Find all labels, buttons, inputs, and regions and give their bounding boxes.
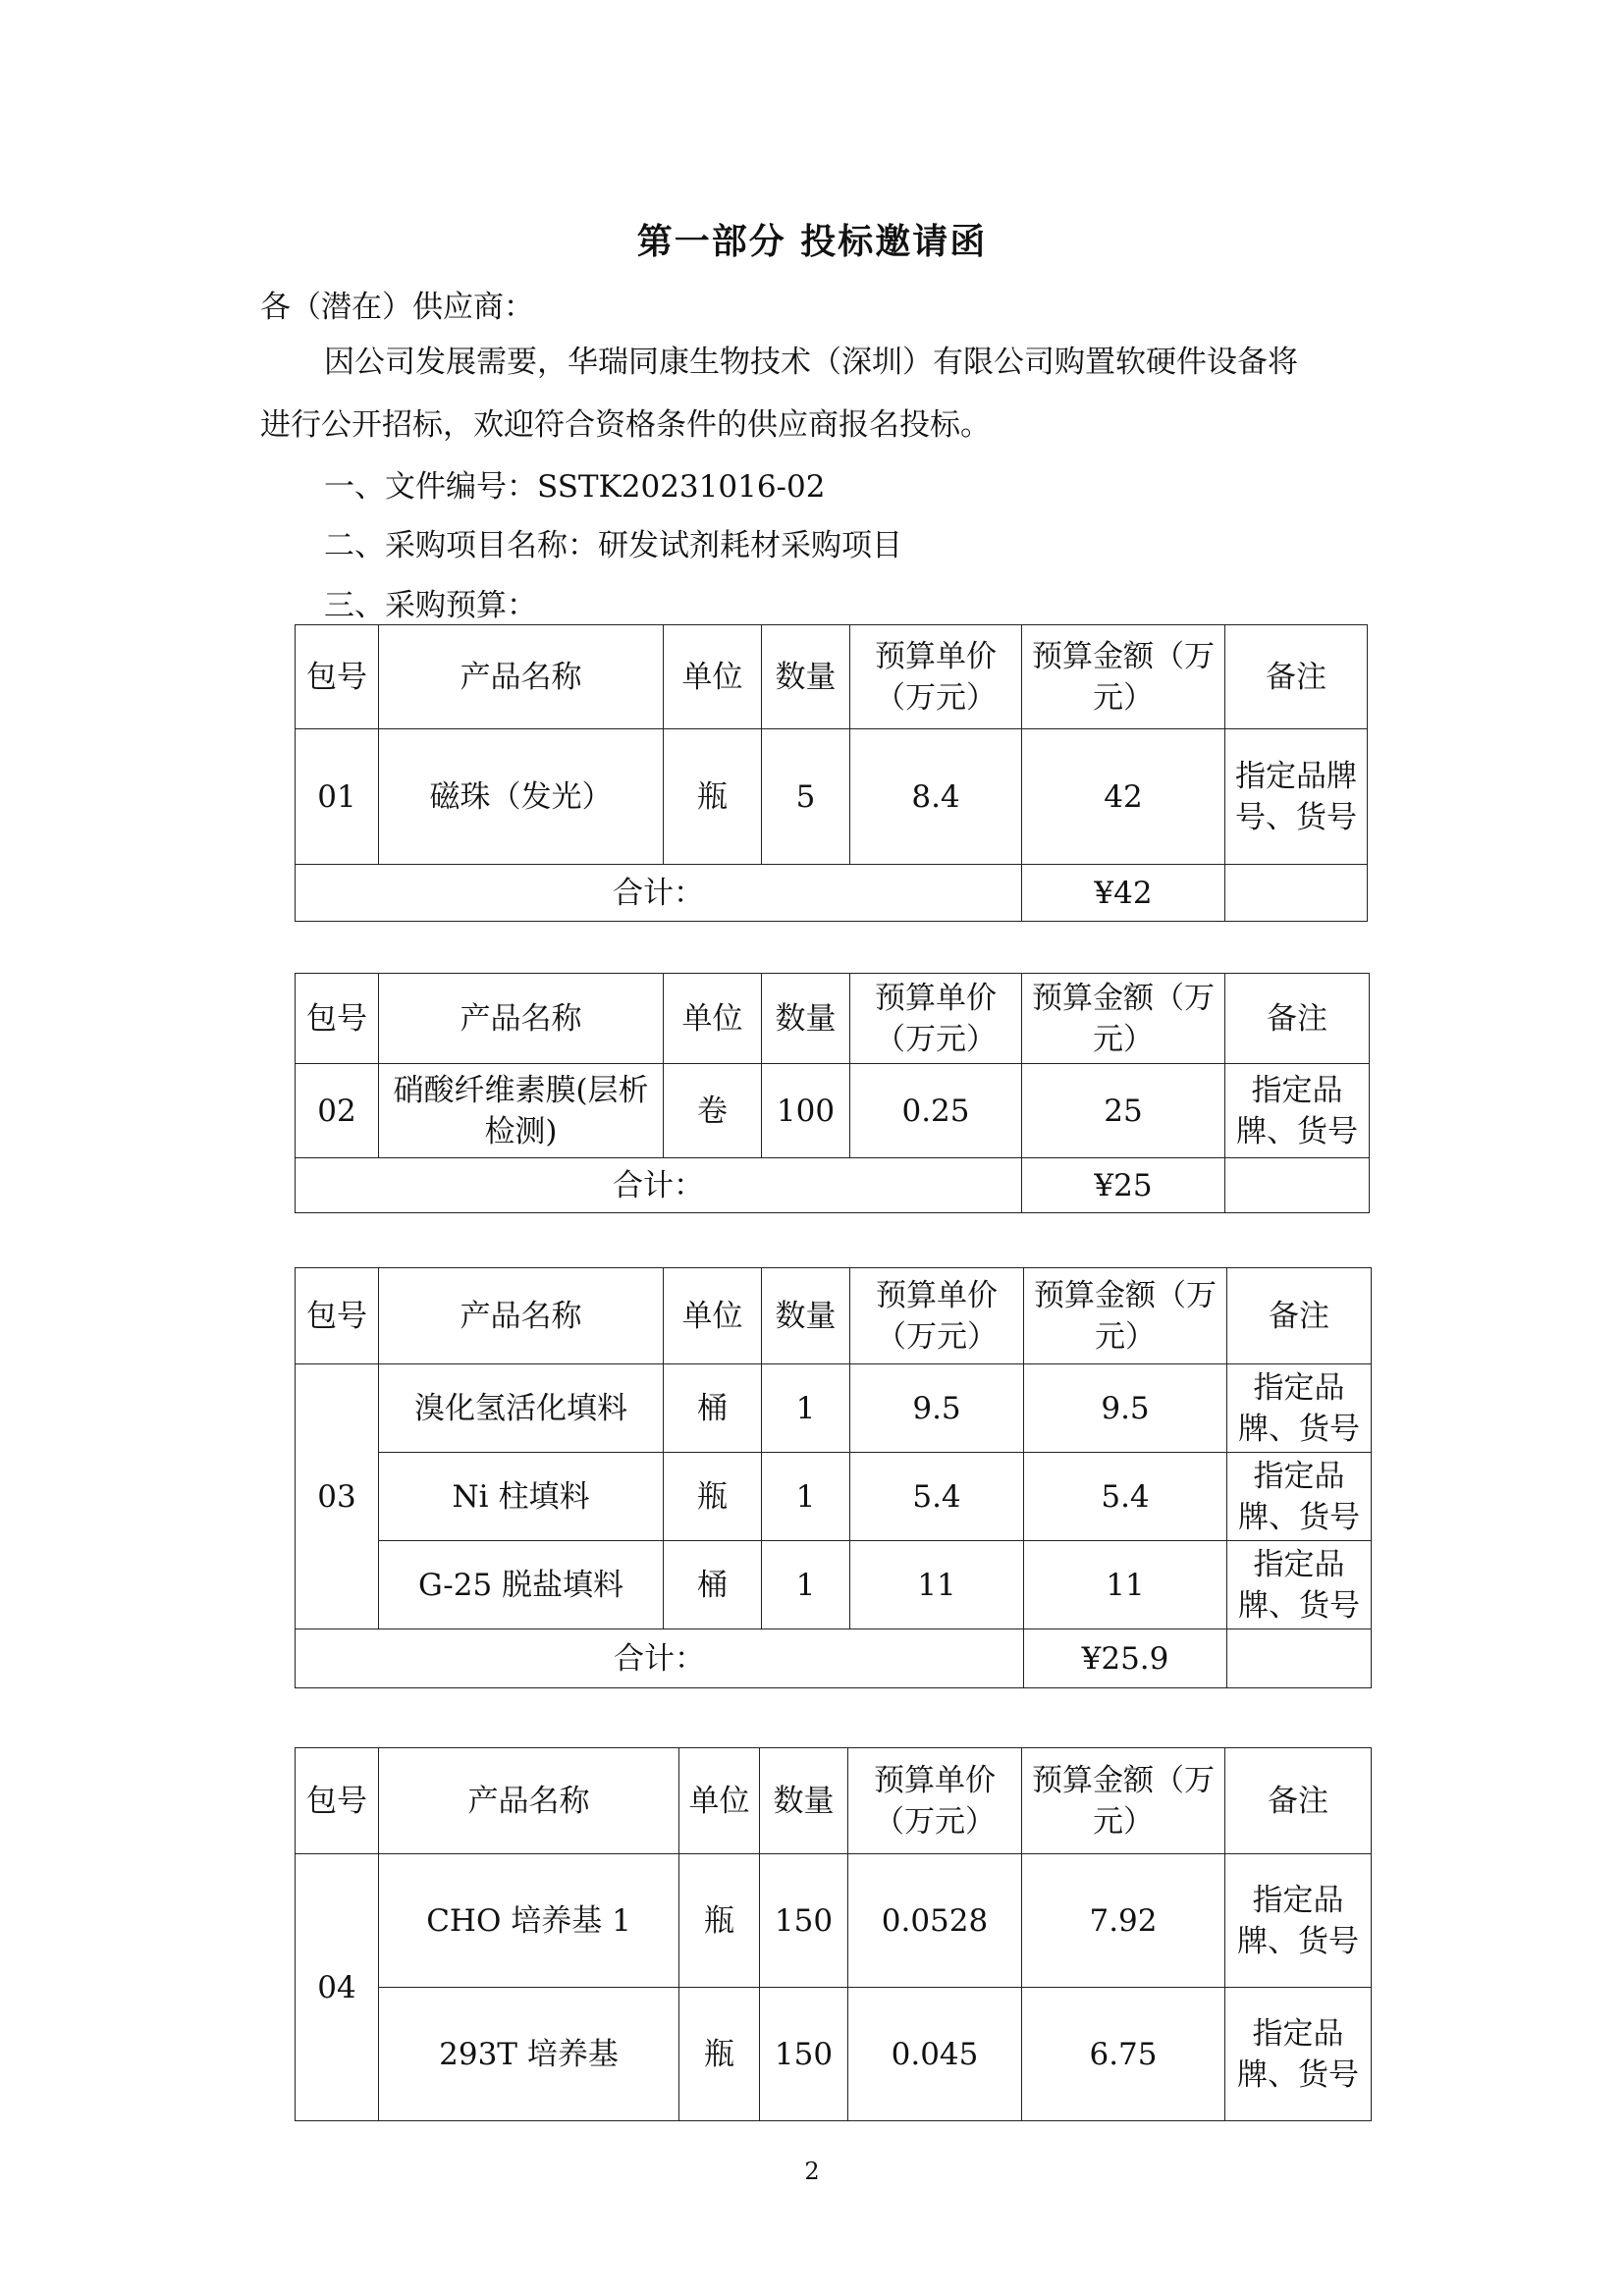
cell-remark: 指定品牌号、货号 (1225, 729, 1368, 865)
table-row (296, 1988, 1372, 2121)
header-amount: 预算金额（万元） (1022, 974, 1225, 1064)
budget-heading: 三、采购预算： (324, 588, 537, 623)
table-row (296, 729, 1368, 865)
header-pkg: 包号 (296, 625, 379, 729)
total-label: 合计： (296, 865, 1022, 922)
cell-unit: 瓶 (664, 729, 762, 865)
cell-amount: 9.5 (1024, 1364, 1227, 1453)
header-price: 预算单价（万元） (850, 974, 1022, 1064)
file-number: 一、文件编号：SSTK20231016-02 (324, 469, 826, 505)
cell-price: 9.5 (850, 1364, 1024, 1453)
header-price: 预算单价（万元） (850, 1268, 1024, 1364)
table-row (296, 1541, 1372, 1629)
cell-amount: 5.4 (1024, 1453, 1227, 1541)
budget-table-03 (295, 1267, 1372, 1688)
header-qty: 数量 (762, 1268, 850, 1364)
header-amount: 预算金额（万元） (1022, 625, 1225, 729)
cell-amount: 7.92 (1022, 1854, 1225, 1988)
cell-amount: 11 (1024, 1541, 1227, 1629)
cell-name: 硝酸纤维素膜(层析检测) (379, 1064, 664, 1158)
header-pkg: 包号 (296, 1748, 379, 1854)
header-pkg: 包号 (296, 974, 379, 1064)
cell-qty: 150 (760, 1988, 848, 2121)
document-title: 第一部分 投标邀请函 (636, 221, 988, 262)
total-amount: ¥25 (1022, 1158, 1225, 1213)
table-header-row (296, 625, 1368, 729)
cell-name: 磁珠（发光） (379, 729, 664, 865)
cell-unit: 瓶 (679, 1854, 760, 1988)
header-qty: 数量 (760, 1748, 848, 1854)
table-header-row (296, 1748, 1372, 1854)
header-amount: 预算金额（万元） (1024, 1268, 1227, 1364)
cell-name: G-25 脱盐填料 (379, 1541, 664, 1629)
cell-remark: 指定品牌、货号 (1225, 1854, 1372, 1988)
header-name: 产品名称 (379, 974, 664, 1064)
cell-name: CHO 培养基 1 (379, 1854, 679, 1988)
table-row (296, 1364, 1372, 1453)
cell-unit: 卷 (664, 1064, 762, 1158)
header-amount: 预算金额（万元） (1022, 1748, 1225, 1854)
total-amount: ¥42 (1022, 865, 1225, 922)
header-remark: 备注 (1227, 1268, 1372, 1364)
page-number: 2 (804, 2158, 820, 2185)
cell-amount: 42 (1022, 729, 1225, 865)
intro-line-1: 因公司发展需要，华瑞同康生物技术（深圳）有限公司购置软硬件设备将 (324, 345, 1298, 380)
header-unit: 单位 (664, 974, 762, 1064)
header-price: 预算单价（万元） (850, 625, 1022, 729)
cell-amount: 25 (1022, 1064, 1225, 1158)
cell-remark: 指定品牌、货号 (1227, 1364, 1372, 1453)
table-row (296, 1064, 1370, 1158)
cell-pkg: 01 (296, 729, 379, 865)
cell-qty: 1 (762, 1541, 850, 1629)
cell-price: 5.4 (850, 1453, 1024, 1541)
total-remark (1225, 1158, 1370, 1213)
cell-qty: 5 (762, 729, 850, 865)
cell-qty: 1 (762, 1364, 850, 1453)
header-price: 预算单价（万元） (848, 1748, 1022, 1854)
header-name: 产品名称 (379, 1748, 679, 1854)
header-unit: 单位 (664, 1268, 762, 1364)
cell-price: 11 (850, 1541, 1024, 1629)
budget-table-02 (295, 973, 1370, 1213)
cell-price: 0.045 (848, 1988, 1022, 2121)
total-remark (1227, 1629, 1372, 1688)
total-label: 合计： (296, 1158, 1022, 1213)
budget-table-01 (295, 624, 1368, 922)
cell-price: 0.0528 (848, 1854, 1022, 1988)
cell-pkg: 04 (296, 1854, 379, 2121)
table-row (296, 1453, 1372, 1541)
cell-qty: 1 (762, 1453, 850, 1541)
total-remark (1225, 865, 1368, 922)
header-qty: 数量 (762, 625, 850, 729)
cell-unit: 瓶 (664, 1453, 762, 1541)
cell-unit: 瓶 (679, 1988, 760, 2121)
total-row (296, 1629, 1372, 1688)
cell-unit: 桶 (664, 1364, 762, 1453)
header-unit: 单位 (679, 1748, 760, 1854)
cell-remark: 指定品牌、货号 (1227, 1541, 1372, 1629)
cell-name: 293T 培养基 (379, 1988, 679, 2121)
cell-pkg: 02 (296, 1064, 379, 1158)
table-row (296, 1854, 1372, 1988)
cell-remark: 指定品牌、货号 (1227, 1453, 1372, 1541)
project-name: 二、采购项目名称：研发试剂耗材采购项目 (324, 528, 902, 563)
cell-name: Ni 柱填料 (379, 1453, 664, 1541)
total-row (296, 865, 1368, 922)
total-amount: ¥25.9 (1024, 1629, 1227, 1688)
total-label: 合计： (296, 1629, 1024, 1688)
cell-name: 溴化氢活化填料 (379, 1364, 664, 1453)
cell-unit: 桶 (664, 1541, 762, 1629)
cell-price: 0.25 (850, 1064, 1022, 1158)
header-remark: 备注 (1225, 625, 1368, 729)
cell-remark: 指定品牌、货号 (1225, 1988, 1372, 2121)
header-name: 产品名称 (379, 625, 664, 729)
header-remark: 备注 (1225, 1748, 1372, 1854)
cell-qty: 100 (762, 1064, 850, 1158)
cell-amount: 6.75 (1022, 1988, 1225, 2121)
table-header-row (296, 974, 1370, 1064)
table-header-row (296, 1268, 1372, 1364)
cell-price: 8.4 (850, 729, 1022, 865)
cell-qty: 150 (760, 1854, 848, 1988)
greeting: 各（潜在）供应商： (260, 290, 534, 325)
header-name: 产品名称 (379, 1268, 664, 1364)
header-pkg: 包号 (296, 1268, 379, 1364)
header-remark: 备注 (1225, 974, 1370, 1064)
header-qty: 数量 (762, 974, 850, 1064)
total-row (296, 1158, 1370, 1213)
cell-remark: 指定品牌、货号 (1225, 1064, 1370, 1158)
intro-line-2: 进行公开招标，欢迎符合资格条件的供应商报名投标。 (260, 407, 991, 443)
header-unit: 单位 (664, 625, 762, 729)
cell-pkg: 03 (296, 1364, 379, 1629)
budget-table-04 (295, 1747, 1372, 2121)
